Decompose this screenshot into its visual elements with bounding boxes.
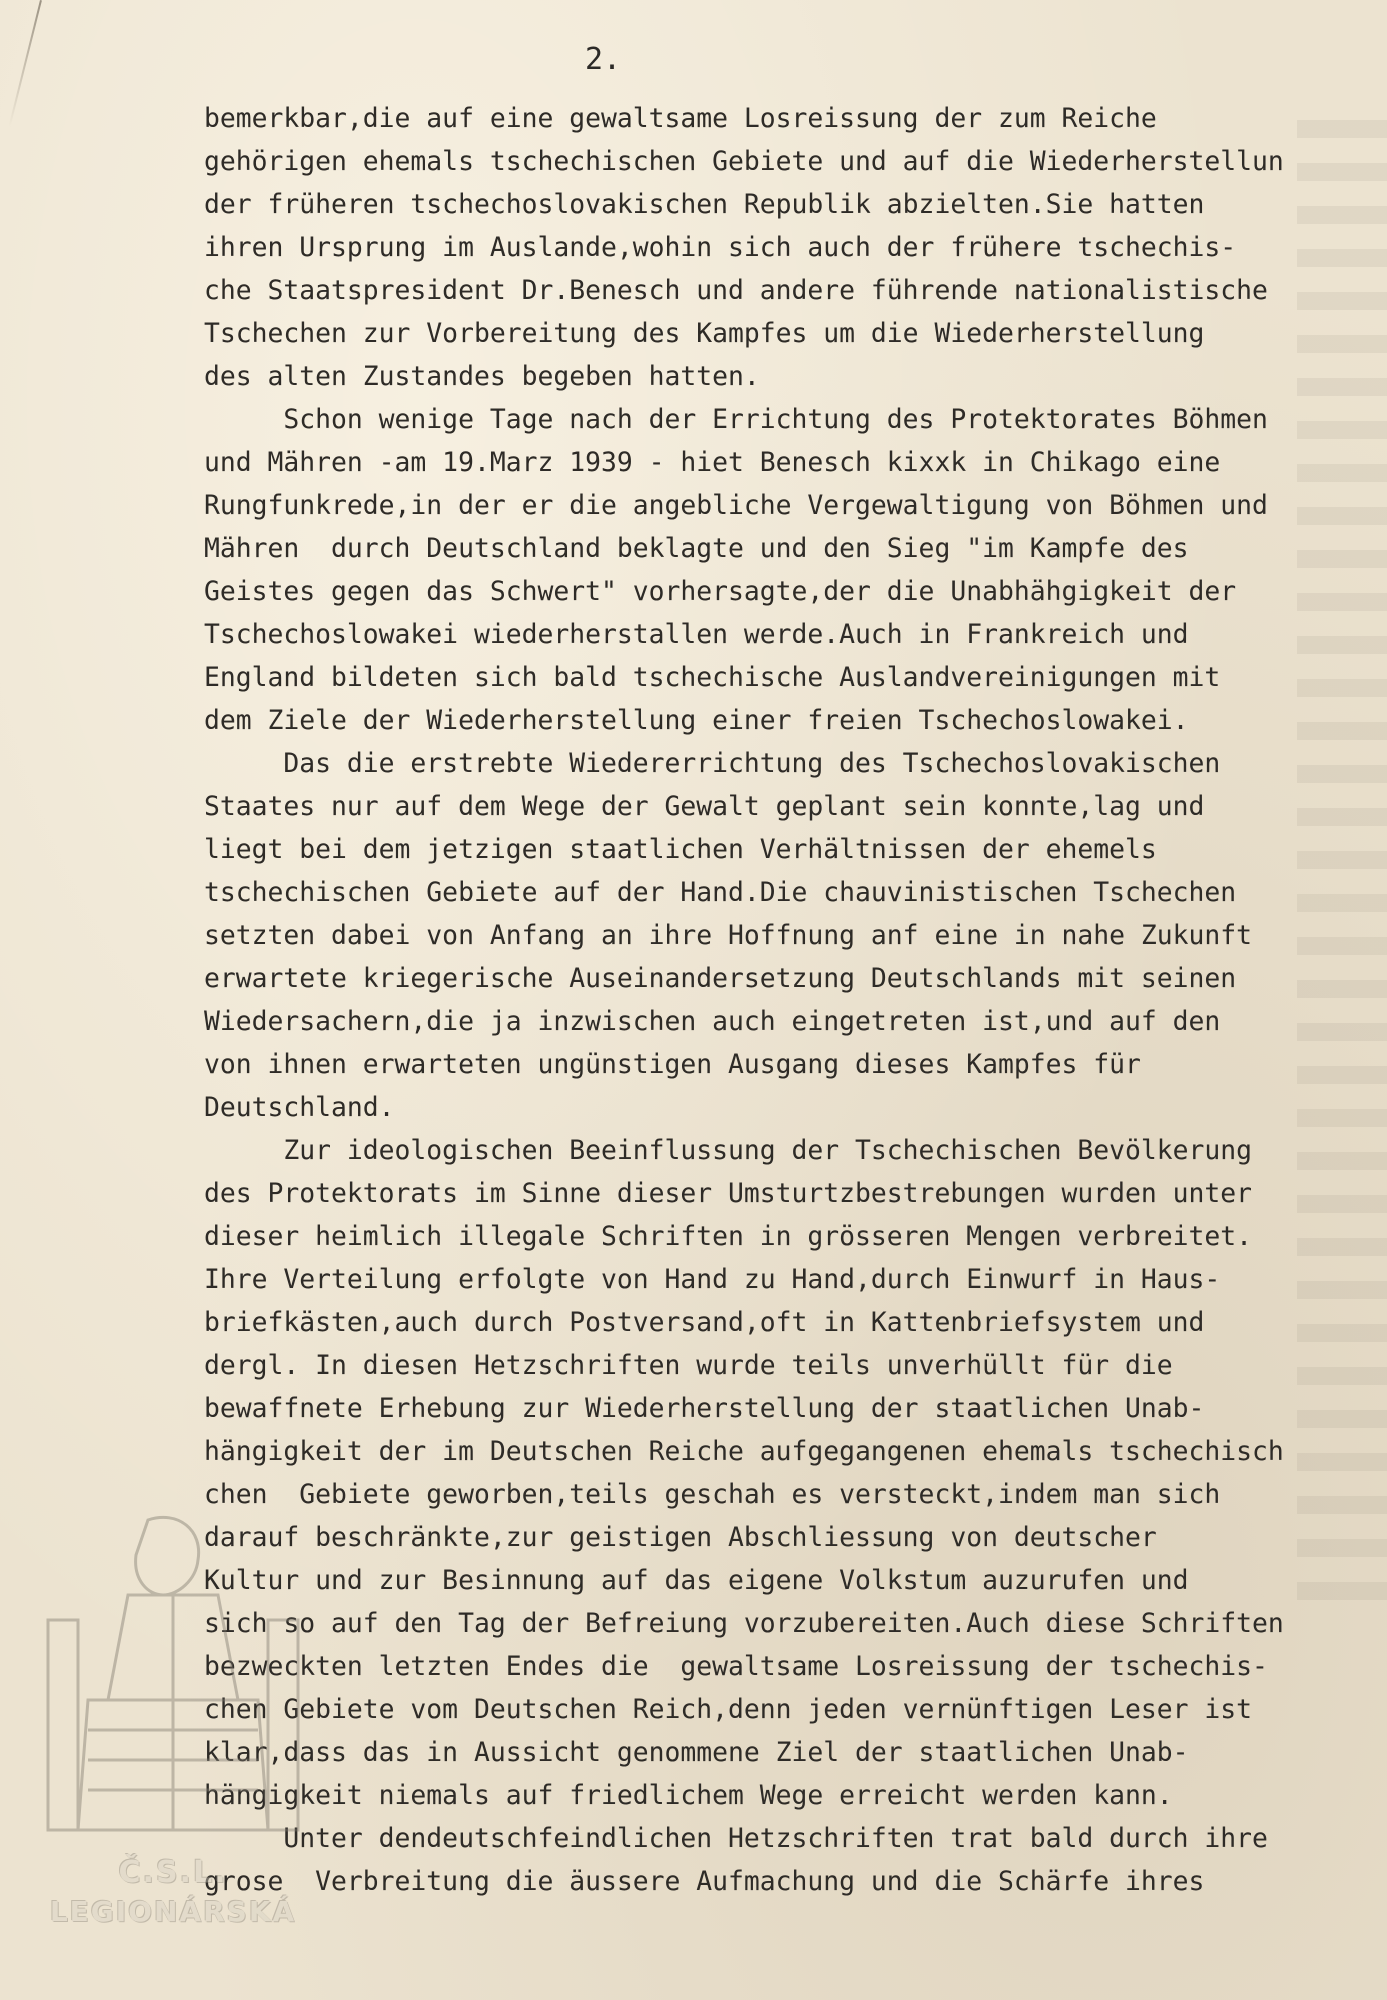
paper-edge-shadow [9,0,42,127]
text-line: Unter dendeutschfeindlichen Hetzschriften trat bald durch ihre [204,1824,1268,1854]
text-line: Das die erstrebte Wiedererrichtung des Tschechoslovakischen [204,749,1221,779]
text-line: hängigkeit niemals auf friedlichem Wege erreicht werden kann. [204,1781,1173,1811]
text-line: England bildeten sich bald tschechische Auslandvereinigungen mit [204,663,1221,693]
text-line: Tschechen zur Vorbereitung des Kampfes um die Wiederherstellung [204,319,1205,349]
legionarska-watermark [28,1500,318,1940]
text-line: grose Verbreitung die äussere Aufmachung und die Schärfe ihres [204,1867,1205,1897]
text-line: dieser heimlich illegale Schriften in grösseren Mengen verbreitet. [204,1222,1253,1252]
text-line: sich so auf den Tag der Befreiung vorzubereiten.Auch diese Schriften [204,1609,1284,1639]
watermark-line-1: Č.S.L. [118,1855,228,1890]
text-line: der früheren tschechoslovakischen Republik abzielten.Sie hatten [204,190,1205,220]
text-line: des Protektorats im Sinne dieser Umsturtzbestrebungen wurden unter [204,1179,1253,1209]
text-line: darauf beschränkte,zur geistigen Abschliessung von deutscher [204,1523,1157,1553]
page-number: 2. [585,42,622,77]
text-line: gehörigen ehemals tschechischen Gebiete und auf die Wiederherstellun [204,147,1284,177]
text-line: bezweckten letzten Endes die gewaltsame Losreissung der tschechis- [204,1652,1268,1682]
text-line: Wiedersachern,die ja inzwischen auch eingetreten ist,und auf den [204,1007,1221,1037]
text-line: erwartete kriegerische Auseinandersetzung Deutschlands mit seinen [204,964,1237,994]
text-line: Staates nur auf dem Wege der Gewalt geplant sein konnte,lag und [204,792,1205,822]
text-line: chen Gebiete geworben,teils geschah es versteckt,indem man sich [204,1480,1221,1510]
typewritten-body [204,98,1384,1904]
text-line: Deutschland. [204,1093,395,1123]
watermark-line-2: LEGIONÁRSKÁ [49,1895,297,1928]
text-line: Rungfunkrede,in der er die angebliche Vergewaltigung von Böhmen und [204,491,1268,521]
text-line: ihren Ursprung im Auslande,wohin sich auch der frühere tschechis- [204,233,1237,263]
text-line: liegt bei dem jetzigen staatlichen Verhältnissen der ehemels [204,835,1157,865]
text-line: Zur ideologischen Beeinflussung der Tschechischen Bevölkerung [204,1136,1253,1166]
text-line: klar,dass das in Aussicht genommene Ziel der staatlichen Unab- [204,1738,1189,1768]
text-line: von ihnen erwarteten ungünstigen Ausgang dieses Kampfes für [204,1050,1141,1080]
text-line: hängigkeit der im Deutschen Reiche aufgegangenen ehemals tschechisch [204,1437,1284,1467]
text-line: dergl. In diesen Hetzschriften wurde teils unverhüllt für die [204,1351,1173,1381]
text-line: chen Gebiete vom Deutschen Reich,denn jeden vernünftigen Leser ist [204,1695,1253,1725]
text-line: des alten Zustandes begeben hatten. [204,362,760,392]
text-line: dem Ziele der Wiederherstellung einer freien Tschechoslowakei. [204,706,1189,736]
text-line: Schon wenige Tage nach der Errichtung des Protektorates Böhmen [204,405,1268,435]
text-line: tschechischen Gebiete auf der Hand.Die chauvinistischen Tschechen [204,878,1237,908]
text-line: setzten dabei von Anfang an ihre Hoffnung anf eine in nahe Zukunft [204,921,1253,951]
text-line: Mähren durch Deutschland beklagte und den Sieg "im Kampfe des [204,534,1189,564]
text-line: briefkästen,auch durch Postversand,oft in Kattenbriefsystem und [204,1308,1205,1338]
text-line: bemerkbar,die auf eine gewaltsame Losreissung der zum Reiche [204,104,1157,134]
text-line: Kultur und zur Besinnung auf das eigene Volkstum auzurufen und [204,1566,1189,1596]
text-line: Geistes gegen das Schwert" vorhersagte,der die Unabhähgigkeit der [204,577,1237,607]
text-line: bewaffnete Erhebung zur Wiederherstellung der staatlichen Unab- [204,1394,1205,1424]
text-line: und Mähren -am 19.Marz 1939 - hiet Benesch kixxk in Chikago eine [204,448,1221,478]
text-line: che Staatspresident Dr.Benesch und andere führende nationalistische [204,276,1268,306]
text-line: Tschechoslowakei wiederherstallen werde.Auch in Frankreich und [204,620,1189,650]
text-line: Ihre Verteilung erfolgte von Hand zu Hand,durch Einwurf in Haus- [204,1265,1221,1295]
